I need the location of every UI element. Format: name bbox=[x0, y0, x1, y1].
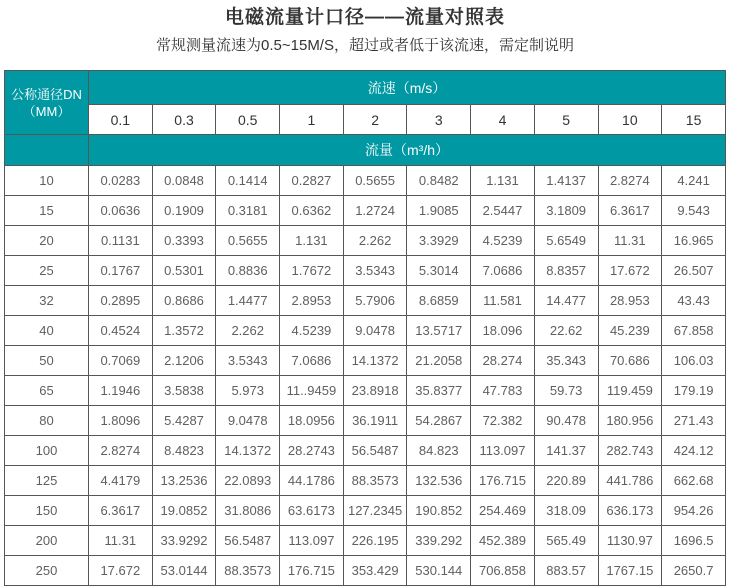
flow-value-cell: 22.62 bbox=[534, 316, 598, 346]
flow-value-cell: 0.3393 bbox=[152, 226, 216, 256]
flow-value-cell: 6.3617 bbox=[598, 196, 662, 226]
flow-value-cell: 0.6362 bbox=[280, 196, 344, 226]
flow-value-cell: 5.7906 bbox=[343, 286, 407, 316]
velocity-value-cell: 10 bbox=[598, 105, 662, 135]
velocity-value-cell: 0.3 bbox=[152, 105, 216, 135]
dn-cell: 40 bbox=[5, 316, 89, 346]
dn-cell: 50 bbox=[5, 346, 89, 376]
flow-value-cell: 954.26 bbox=[662, 496, 726, 526]
flow-value-cell: 16.965 bbox=[662, 226, 726, 256]
flow-value-cell: 0.5301 bbox=[152, 256, 216, 286]
flow-value-cell: 14.477 bbox=[534, 286, 598, 316]
flow-value-cell: 7.0686 bbox=[280, 346, 344, 376]
flow-value-cell: 1.131 bbox=[280, 226, 344, 256]
flow-value-cell: 70.686 bbox=[598, 346, 662, 376]
velocity-value-cell: 15 bbox=[662, 105, 726, 135]
flow-value-cell: 45.239 bbox=[598, 316, 662, 346]
flow-value-cell: 4.5239 bbox=[280, 316, 344, 346]
flow-value-cell: 35.343 bbox=[534, 346, 598, 376]
dn-cell: 65 bbox=[5, 376, 89, 406]
table-row-dn80 bbox=[5, 406, 726, 436]
flow-value-cell: 11..9459 bbox=[280, 376, 344, 406]
page-title: 电磁流量计口径——流量对照表 bbox=[224, 7, 505, 28]
velocity-value-cell: 3 bbox=[407, 105, 471, 135]
flow-value-cell: 3.3929 bbox=[407, 226, 471, 256]
flow-value-cell: 1.4477 bbox=[216, 286, 280, 316]
dn-cell: 80 bbox=[5, 406, 89, 436]
table-row-dn15 bbox=[5, 196, 726, 226]
flow-value-cell: 318.09 bbox=[534, 496, 598, 526]
flow-value-cell: 14.1372 bbox=[216, 436, 280, 466]
flow-value-cell: 180.956 bbox=[598, 406, 662, 436]
flow-value-cell: 1.7672 bbox=[280, 256, 344, 286]
flow-value-cell: 3.5343 bbox=[216, 346, 280, 376]
flow-value-cell: 88.3573 bbox=[216, 556, 280, 586]
flow-value-cell: 1130.97 bbox=[598, 526, 662, 556]
flow-value-cell: 28.953 bbox=[598, 286, 662, 316]
flow-value-cell: 59.73 bbox=[534, 376, 598, 406]
velocity-value-cell: 1 bbox=[280, 105, 344, 135]
flow-value-cell: 5.4287 bbox=[152, 406, 216, 436]
table-row-dn65 bbox=[5, 376, 726, 406]
velocity-value-cell: 0.1 bbox=[89, 105, 153, 135]
flow-value-cell: 530.144 bbox=[407, 556, 471, 586]
table-row-dn200 bbox=[5, 526, 726, 556]
flow-value-cell: 113.097 bbox=[280, 526, 344, 556]
flow-value-cell: 1696.5 bbox=[662, 526, 726, 556]
table-row-dn100 bbox=[5, 436, 726, 466]
flow-value-cell: 0.1414 bbox=[216, 166, 280, 196]
flow-value-cell: 706.858 bbox=[471, 556, 535, 586]
flow-value-cell: 2.1206 bbox=[152, 346, 216, 376]
flow-value-cell: 90.478 bbox=[534, 406, 598, 436]
dn-cell: 10 bbox=[5, 166, 89, 196]
flow-value-cell: 17.672 bbox=[598, 256, 662, 286]
dn-cell: 200 bbox=[5, 526, 89, 556]
flow-value-cell: 0.1131 bbox=[89, 226, 153, 256]
flow-value-cell: 18.096 bbox=[471, 316, 535, 346]
table-header bbox=[5, 71, 726, 166]
flow-value-cell: 67.858 bbox=[662, 316, 726, 346]
table-row-dn50 bbox=[5, 346, 726, 376]
flow-value-cell: 1767.15 bbox=[598, 556, 662, 586]
flow-value-cell: 23.8918 bbox=[343, 376, 407, 406]
flow-value-cell: 8.6859 bbox=[407, 286, 471, 316]
flow-value-cell: 424.12 bbox=[662, 436, 726, 466]
flow-value-cell: 13.5717 bbox=[407, 316, 471, 346]
flow-value-cell: 3.5343 bbox=[343, 256, 407, 286]
flow-value-cell: 7.0686 bbox=[471, 256, 535, 286]
flow-value-cell: 1.131 bbox=[471, 166, 535, 196]
flow-value-cell: 17.672 bbox=[89, 556, 153, 586]
flow-value-cell: 53.0144 bbox=[152, 556, 216, 586]
flow-value-cell: 176.715 bbox=[471, 466, 535, 496]
flow-value-cell: 452.389 bbox=[471, 526, 535, 556]
flow-value-cell: 18.0956 bbox=[280, 406, 344, 436]
flow-value-cell: 9.0478 bbox=[343, 316, 407, 346]
flow-value-cell: 13.2536 bbox=[152, 466, 216, 496]
corner-header-line2: （MM） bbox=[22, 103, 71, 119]
flow-value-cell: 4.241 bbox=[662, 166, 726, 196]
flow-value-cell: 63.6173 bbox=[280, 496, 344, 526]
flow-value-cell: 3.1809 bbox=[534, 196, 598, 226]
flow-value-cell: 220.89 bbox=[534, 466, 598, 496]
flow-value-cell: 0.5655 bbox=[343, 166, 407, 196]
flow-value-cell: 0.2895 bbox=[89, 286, 153, 316]
flow-band-empty-cell bbox=[5, 135, 89, 166]
flow-value-cell: 9.0478 bbox=[216, 406, 280, 436]
flow-value-cell: 47.783 bbox=[471, 376, 535, 406]
flow-value-cell: 0.3181 bbox=[216, 196, 280, 226]
flow-value-cell: 35.8377 bbox=[407, 376, 471, 406]
dn-cell: 150 bbox=[5, 496, 89, 526]
dn-cell: 20 bbox=[5, 226, 89, 256]
flow-value-cell: 0.4524 bbox=[89, 316, 153, 346]
flow-value-cell: 88.3573 bbox=[343, 466, 407, 496]
flow-value-cell: 56.5487 bbox=[343, 436, 407, 466]
flow-value-cell: 54.2867 bbox=[407, 406, 471, 436]
table-row-dn32 bbox=[5, 286, 726, 316]
flow-value-cell: 43.43 bbox=[662, 286, 726, 316]
flow-value-cell: 0.8686 bbox=[152, 286, 216, 316]
flow-value-cell: 28.2743 bbox=[280, 436, 344, 466]
flow-value-cell: 132.536 bbox=[407, 466, 471, 496]
flow-value-cell: 0.8482 bbox=[407, 166, 471, 196]
flow-value-cell: 14.1372 bbox=[343, 346, 407, 376]
flow-value-cell: 1.8096 bbox=[89, 406, 153, 436]
flow-value-cell: 56.5487 bbox=[216, 526, 280, 556]
flow-value-cell: 0.2827 bbox=[280, 166, 344, 196]
table-body bbox=[5, 166, 726, 586]
table-row-dn150 bbox=[5, 496, 726, 526]
flow-value-cell: 19.0852 bbox=[152, 496, 216, 526]
flow-value-cell: 4.5239 bbox=[471, 226, 535, 256]
flow-value-cell: 5.973 bbox=[216, 376, 280, 406]
dn-cell: 250 bbox=[5, 556, 89, 586]
corner-header-line1: 公称通径DN bbox=[11, 86, 82, 102]
flow-value-cell: 119.459 bbox=[598, 376, 662, 406]
flow-value-cell: 2.8274 bbox=[598, 166, 662, 196]
flow-value-cell: 11.31 bbox=[89, 526, 153, 556]
flow-value-cell: 84.823 bbox=[407, 436, 471, 466]
flow-value-cell: 8.4823 bbox=[152, 436, 216, 466]
flow-value-cell: 0.7069 bbox=[89, 346, 153, 376]
table-row-dn10 bbox=[5, 166, 726, 196]
flow-value-cell: 44.1786 bbox=[280, 466, 344, 496]
dn-cell: 125 bbox=[5, 466, 89, 496]
flow-value-cell: 4.4179 bbox=[89, 466, 153, 496]
corner-header-dn bbox=[5, 71, 89, 135]
flow-value-cell: 33.9292 bbox=[152, 526, 216, 556]
flow-value-cell: 254.469 bbox=[471, 496, 535, 526]
flow-value-cell: 113.097 bbox=[471, 436, 535, 466]
table-row-dn25 bbox=[5, 256, 726, 286]
velocity-value-cell: 4 bbox=[471, 105, 535, 135]
flow-value-cell: 179.19 bbox=[662, 376, 726, 406]
flow-value-cell: 72.382 bbox=[471, 406, 535, 436]
table-row-dn125 bbox=[5, 466, 726, 496]
flow-value-cell: 1.3572 bbox=[152, 316, 216, 346]
page-subtitle: 常规测量流速为0.5~15M/S，超过或者低于该流速，需定制说明 bbox=[156, 37, 574, 54]
velocity-value-cell: 0.5 bbox=[216, 105, 280, 135]
flow-value-cell: 9.543 bbox=[662, 196, 726, 226]
flow-value-cell: 1.9085 bbox=[407, 196, 471, 226]
table-row-dn20 bbox=[5, 226, 726, 256]
flow-value-cell: 11.31 bbox=[598, 226, 662, 256]
flow-value-cell: 0.8836 bbox=[216, 256, 280, 286]
flow-value-cell: 2.5447 bbox=[471, 196, 535, 226]
flow-value-cell: 0.1767 bbox=[89, 256, 153, 286]
flow-value-cell: 2.262 bbox=[343, 226, 407, 256]
flow-value-cell: 0.1909 bbox=[152, 196, 216, 226]
flow-value-cell: 106.03 bbox=[662, 346, 726, 376]
flow-value-cell: 1.2724 bbox=[343, 196, 407, 226]
dn-cell: 25 bbox=[5, 256, 89, 286]
flow-value-cell: 3.5838 bbox=[152, 376, 216, 406]
flow-value-cell: 636.173 bbox=[598, 496, 662, 526]
flow-comparison-table bbox=[4, 70, 726, 586]
velocity-band-row bbox=[5, 71, 726, 105]
velocity-values-row bbox=[5, 105, 726, 135]
flow-value-cell: 353.429 bbox=[343, 556, 407, 586]
flow-band-row bbox=[5, 135, 726, 166]
velocity-value-cell: 2 bbox=[343, 105, 407, 135]
flow-value-cell: 662.68 bbox=[662, 466, 726, 496]
flow-value-cell: 883.57 bbox=[534, 556, 598, 586]
table-row-dn250 bbox=[5, 556, 726, 586]
flow-value-cell: 0.0636 bbox=[89, 196, 153, 226]
flow-value-cell: 2.262 bbox=[216, 316, 280, 346]
flow-value-cell: 441.786 bbox=[598, 466, 662, 496]
flow-value-cell: 1.4137 bbox=[534, 166, 598, 196]
flow-value-cell: 190.852 bbox=[407, 496, 471, 526]
table-row-dn40 bbox=[5, 316, 726, 346]
dn-cell: 100 bbox=[5, 436, 89, 466]
flow-value-cell: 0.0848 bbox=[152, 166, 216, 196]
flow-value-cell: 565.49 bbox=[534, 526, 598, 556]
flow-value-cell: 22.0893 bbox=[216, 466, 280, 496]
dn-cell: 32 bbox=[5, 286, 89, 316]
flow-value-cell: 2.8274 bbox=[89, 436, 153, 466]
flow-value-cell: 282.743 bbox=[598, 436, 662, 466]
flow-value-cell: 28.274 bbox=[471, 346, 535, 376]
velocity-header: 流速（m/s） bbox=[89, 71, 726, 105]
flow-header: 流量（m³/h） bbox=[89, 135, 726, 166]
flow-value-cell: 226.195 bbox=[343, 526, 407, 556]
flow-value-cell: 2650.7 bbox=[662, 556, 726, 586]
velocity-value-cell: 5 bbox=[534, 105, 598, 135]
flow-value-cell: 176.715 bbox=[280, 556, 344, 586]
flow-value-cell: 5.3014 bbox=[407, 256, 471, 286]
flow-value-cell: 0.5655 bbox=[216, 226, 280, 256]
flow-value-cell: 127.2345 bbox=[343, 496, 407, 526]
flow-value-cell: 2.8953 bbox=[280, 286, 344, 316]
flow-value-cell: 5.6549 bbox=[534, 226, 598, 256]
flow-value-cell: 31.8086 bbox=[216, 496, 280, 526]
flow-value-cell: 8.8357 bbox=[534, 256, 598, 286]
flow-value-cell: 26.507 bbox=[662, 256, 726, 286]
flow-value-cell: 0.0283 bbox=[89, 166, 153, 196]
flow-value-cell: 36.1911 bbox=[343, 406, 407, 436]
flow-value-cell: 141.37 bbox=[534, 436, 598, 466]
flow-value-cell: 11.581 bbox=[471, 286, 535, 316]
dn-cell: 15 bbox=[5, 196, 89, 226]
flow-value-cell: 1.1946 bbox=[89, 376, 153, 406]
flow-value-cell: 6.3617 bbox=[89, 496, 153, 526]
flow-value-cell: 271.43 bbox=[662, 406, 726, 436]
flow-value-cell: 339.292 bbox=[407, 526, 471, 556]
flow-value-cell: 21.2058 bbox=[407, 346, 471, 376]
